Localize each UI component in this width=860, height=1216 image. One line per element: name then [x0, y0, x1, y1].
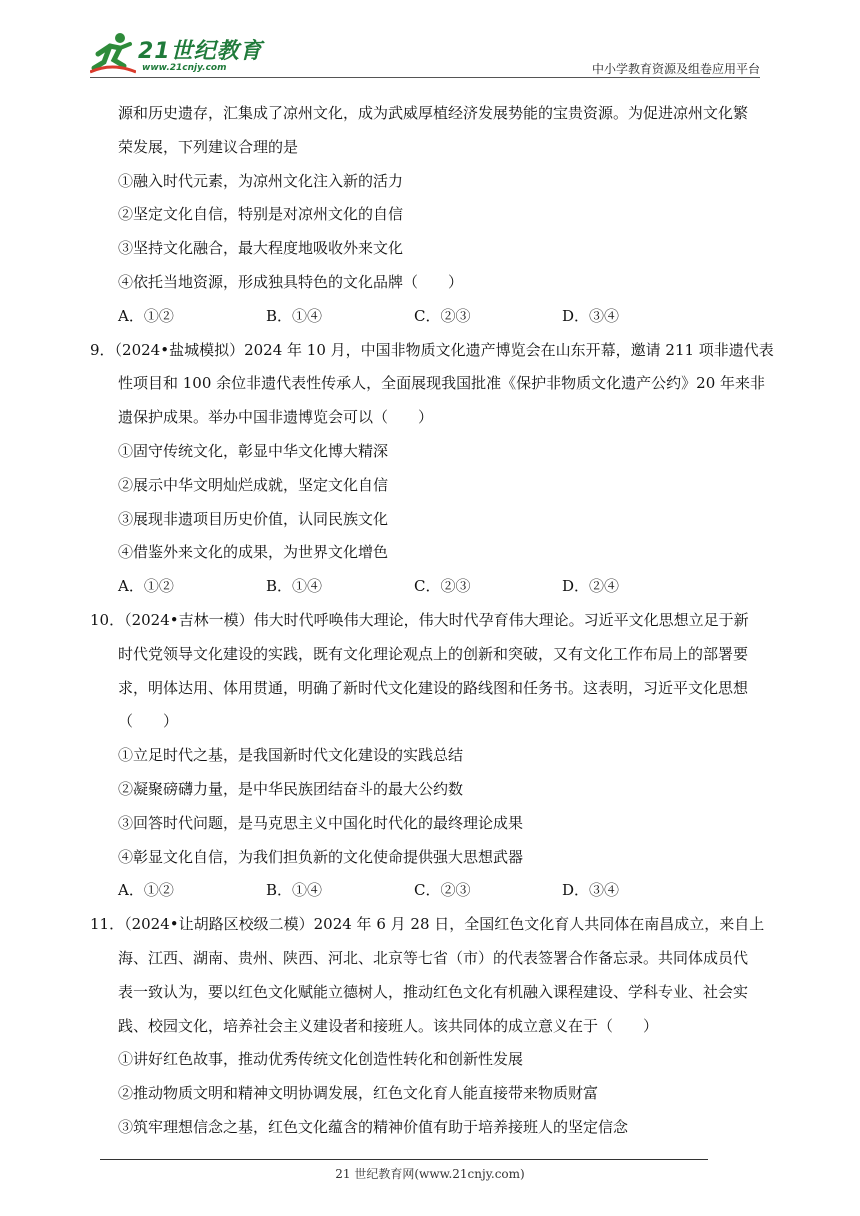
statement-item: ③筑牢理想信念之基，红色文化蕴含的精神价值有助于培养接班人的坚定信念 — [118, 1117, 629, 1136]
question-text-line: 海、江西、湖南、贵州、陕西、河北、北京等七省（市）的代表签署合作备忘录。共同体成员代 — [118, 948, 749, 967]
question-content — [90, 97, 774, 1145]
statement-item: ①融入时代元素，为凉州文化注入新的活力 — [118, 171, 404, 190]
question-text-line: 荣发展，下列建议合理的是 — [118, 137, 299, 156]
statement-item: ②展示中华文明灿烂成就，坚定文化自信 — [118, 475, 389, 494]
statement-item: ③展现非遗项目历史价值，认同民族文化 — [118, 509, 389, 528]
site-logo[interactable] — [90, 32, 290, 76]
logo-url: www.21cnjy.com — [142, 63, 227, 73]
option-d[interactable]: D．③④ — [562, 881, 620, 900]
option-c[interactable]: C．②③ — [414, 306, 471, 325]
answer-options — [118, 570, 764, 604]
statement-item: ①立足时代之基，是我国新时代文化建设的实践总结 — [118, 746, 464, 765]
header-divider — [90, 77, 760, 78]
statement-item: ④彰显文化自信，为我们担负新的文化使命提供强大思想武器 — [118, 847, 524, 866]
statement-item: ③回答时代问题，是马克思主义中国化时代化的最终理论成果 — [118, 813, 524, 832]
statement-item: ④借鉴外来文化的成果，为世界文化增色 — [118, 543, 389, 562]
statement-item: ③坚持文化融合，最大程度地吸收外来文化 — [118, 239, 404, 258]
footer-divider — [100, 1159, 708, 1160]
question-text-line: 表一致认为，要以红色文化赋能立德树人，推动红色文化有机融入课程建设、学科专业、社会实 — [118, 982, 749, 1001]
option-b[interactable]: B．①④ — [266, 881, 323, 900]
question-text-line: 践、校园文化，培养社会主义建设者和接班人。该共同体的成立意义在于（ ） — [118, 1016, 659, 1035]
platform-title: 中小学教育资源及组卷应用平台 — [591, 62, 760, 76]
question-stem: 10．（2024•吉林一模）伟大时代呼唤伟大理论，伟大时代孕育伟大理论。习近平文化思想立足于新 — [90, 610, 749, 629]
page-footer[interactable]: 21 世纪教育网(www.21cnjy.com) — [335, 1167, 525, 1181]
option-c[interactable]: C．②③ — [414, 577, 471, 596]
question-stem: 11．（2024•让胡路区校级二模）2024 年 6 月 28 日，全国红色文化育人共同体在南昌成立，来自上 — [90, 915, 765, 934]
answer-options — [118, 300, 764, 334]
question-text-line: （ ） — [118, 712, 179, 731]
statement-item: ④依托当地资源，形成独具特色的文化品牌（ ） — [118, 272, 464, 291]
option-c[interactable]: C．②③ — [414, 881, 471, 900]
runner-logo-icon — [90, 32, 136, 76]
option-a[interactable]: A．①② — [118, 881, 174, 900]
logo-text: 21世纪教育 — [138, 39, 263, 64]
question-text-line: 性项目和 100 余位非遗代表性传承人，全面展现我国批准《保护非物质文化遗产公约》20 年来非 — [118, 374, 766, 393]
option-d[interactable]: D．③④ — [562, 306, 620, 325]
option-a[interactable]: A．①② — [118, 577, 174, 596]
page-header — [90, 30, 760, 78]
statement-item: ①讲好红色故事，推动优秀传统文化创造性转化和创新性发展 — [118, 1050, 524, 1069]
option-b[interactable]: B．①④ — [266, 577, 323, 596]
question-text-line: 遗保护成果。举办中国非遗博览会可以（ ） — [118, 408, 434, 427]
option-a[interactable]: A．①② — [118, 306, 174, 325]
question-text-line: 源和历史遗存，汇集成了凉州文化，成为武威厚植经济发展势能的宝贵资源。为促进凉州文化繁 — [118, 104, 749, 122]
statement-item: ②坚定文化自信，特别是对凉州文化的自信 — [118, 205, 404, 224]
answer-options — [118, 874, 764, 908]
option-d[interactable]: D．②④ — [562, 577, 620, 596]
statement-item: ①固守传统文化，彰显中华文化博大精深 — [118, 441, 389, 460]
question-text-line: 时代党领导文化建设的实践，既有文化理论观点上的创新和突破，又有文化工作布局上的部署要 — [118, 644, 749, 663]
question-stem: 9．（2024•盐城模拟）2024 年 10 月，中国非物质文化遗产博览会在山东开幕，邀请 211 项非遗代表 — [90, 340, 774, 359]
question-text-line: 求，明体达用、体用贯通，明确了新时代文化建设的路线图和任务书。这表明，习近平文化思想 — [118, 678, 749, 697]
statement-item: ②推动物质文明和精神文明协调发展，红色文化育人能直接带来物质财富 — [118, 1084, 599, 1103]
statement-item: ②凝聚磅礴力量，是中华民族团结奋斗的最大公约数 — [118, 779, 464, 798]
option-b[interactable]: B．①④ — [266, 306, 323, 325]
